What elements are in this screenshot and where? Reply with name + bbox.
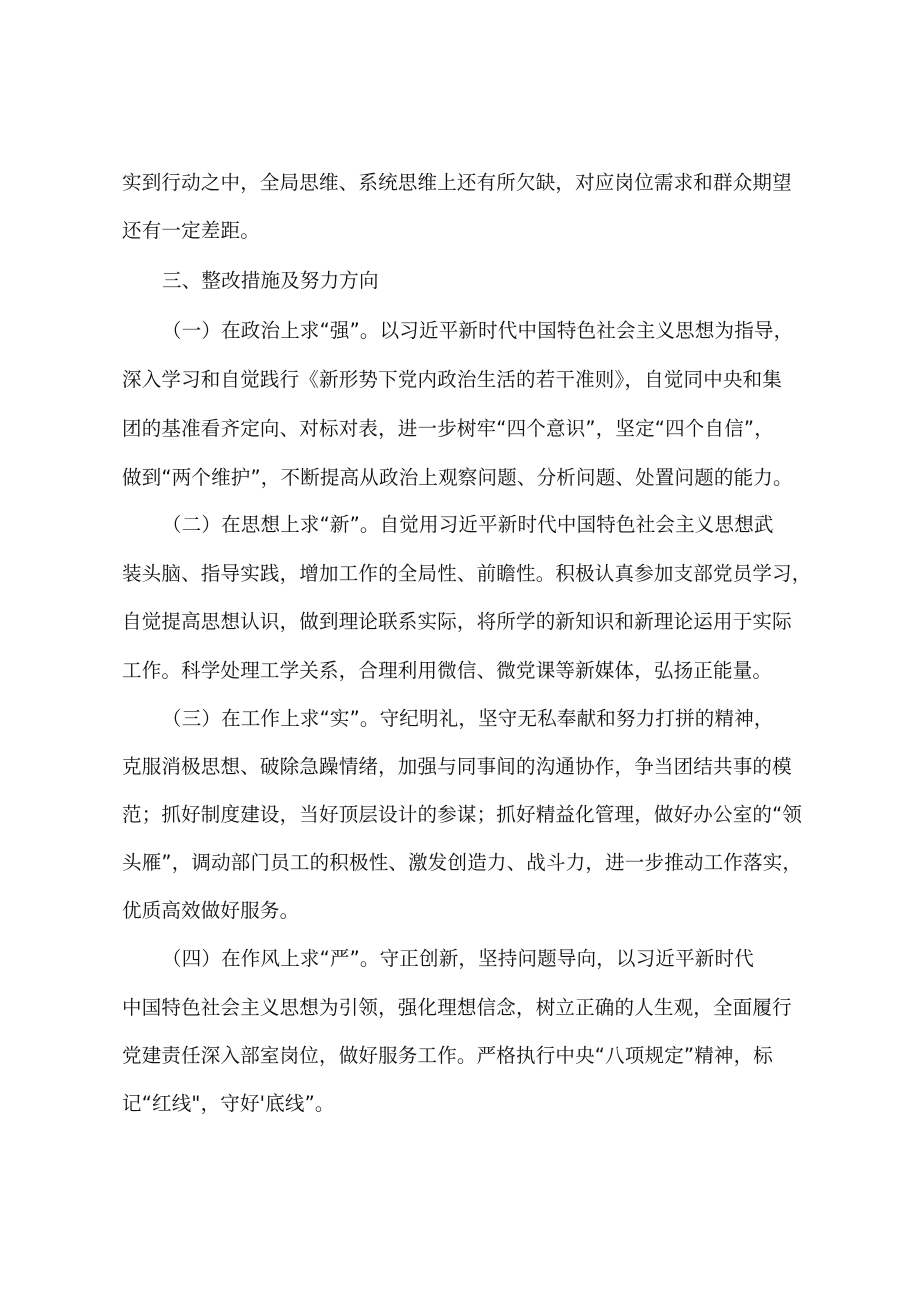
paragraph-line: （一）在政治上求“强”。以习近平新时代中国特色社会主义思想为指导，	[162, 319, 794, 342]
paragraph-line: （四）在作风上求“严”。守正创新，坚持问题导向，以习近平新时代	[162, 947, 754, 970]
paragraph-line: 实到行动之中，全局思维、系统思维上还有所欠缺，对应岗位需求和群众期望	[122, 171, 792, 194]
paragraph-line: 头雁”，调动部门员工的积极性、激发创造力、战斗力，进一步推动工作落实，	[122, 851, 803, 874]
paragraph-line: 装头脑、指导实践，增加工作的全局性、前瞻性。积极认真参加支部党员学习，	[122, 562, 812, 585]
paragraph-line: 做到“两个维护”，不断提高从政治上观察问题、分析问题、处置问题的能力。	[122, 466, 793, 489]
paragraph-line: 深入学习和自觉践行《新形势下党内政治生活的若干准则》，自觉同中央和集	[122, 368, 783, 391]
paragraph-line: 还有一定差距。	[122, 219, 260, 242]
paragraph-line: 优质高效做好服务。	[122, 899, 300, 922]
paragraph-line: 团的基准看齐定向、对标对表，进一步树牢“四个意识”，坚定“四个自信”，	[122, 417, 774, 440]
paragraph-line: （二）在思想上求“新”。自觉用习近平新时代中国特色社会主义思想武	[162, 513, 774, 536]
paragraph-line: （三）在工作上求“实”。守纪明礼，坚守无私奉献和努力打拼的精神，	[162, 707, 774, 730]
paragraph-line: 记“红线"，守好'底线”。	[122, 1092, 335, 1115]
section-heading: 三、整改措施及努力方向	[162, 269, 379, 292]
paragraph-line: 克服消极思想、破除急躁情绪，加强与同事间的沟通协作，争当团结共事的模	[122, 755, 792, 778]
paragraph-line: 党建责任深入部室岗位，做好服务工作。严格执行中央“八项规定”精神，标	[122, 1044, 774, 1067]
paragraph-line: 范；抓好制度建设，当好顶层设计的参谋；抓好精益化管理，做好办公室的“领	[122, 803, 803, 826]
paragraph-line: 工作。科学处理工学关系，合理利用微信、微党课等新媒体，弘扬正能量。	[122, 659, 773, 682]
paragraph-line: 自觉提高思想认识，做到理论联系实际，将所学的新知识和新理论运用于实际	[122, 610, 792, 633]
paragraph-line: 中国特色社会主义思想为引领，强化理想信念，树立正确的人生观，全面履行	[122, 996, 792, 1019]
